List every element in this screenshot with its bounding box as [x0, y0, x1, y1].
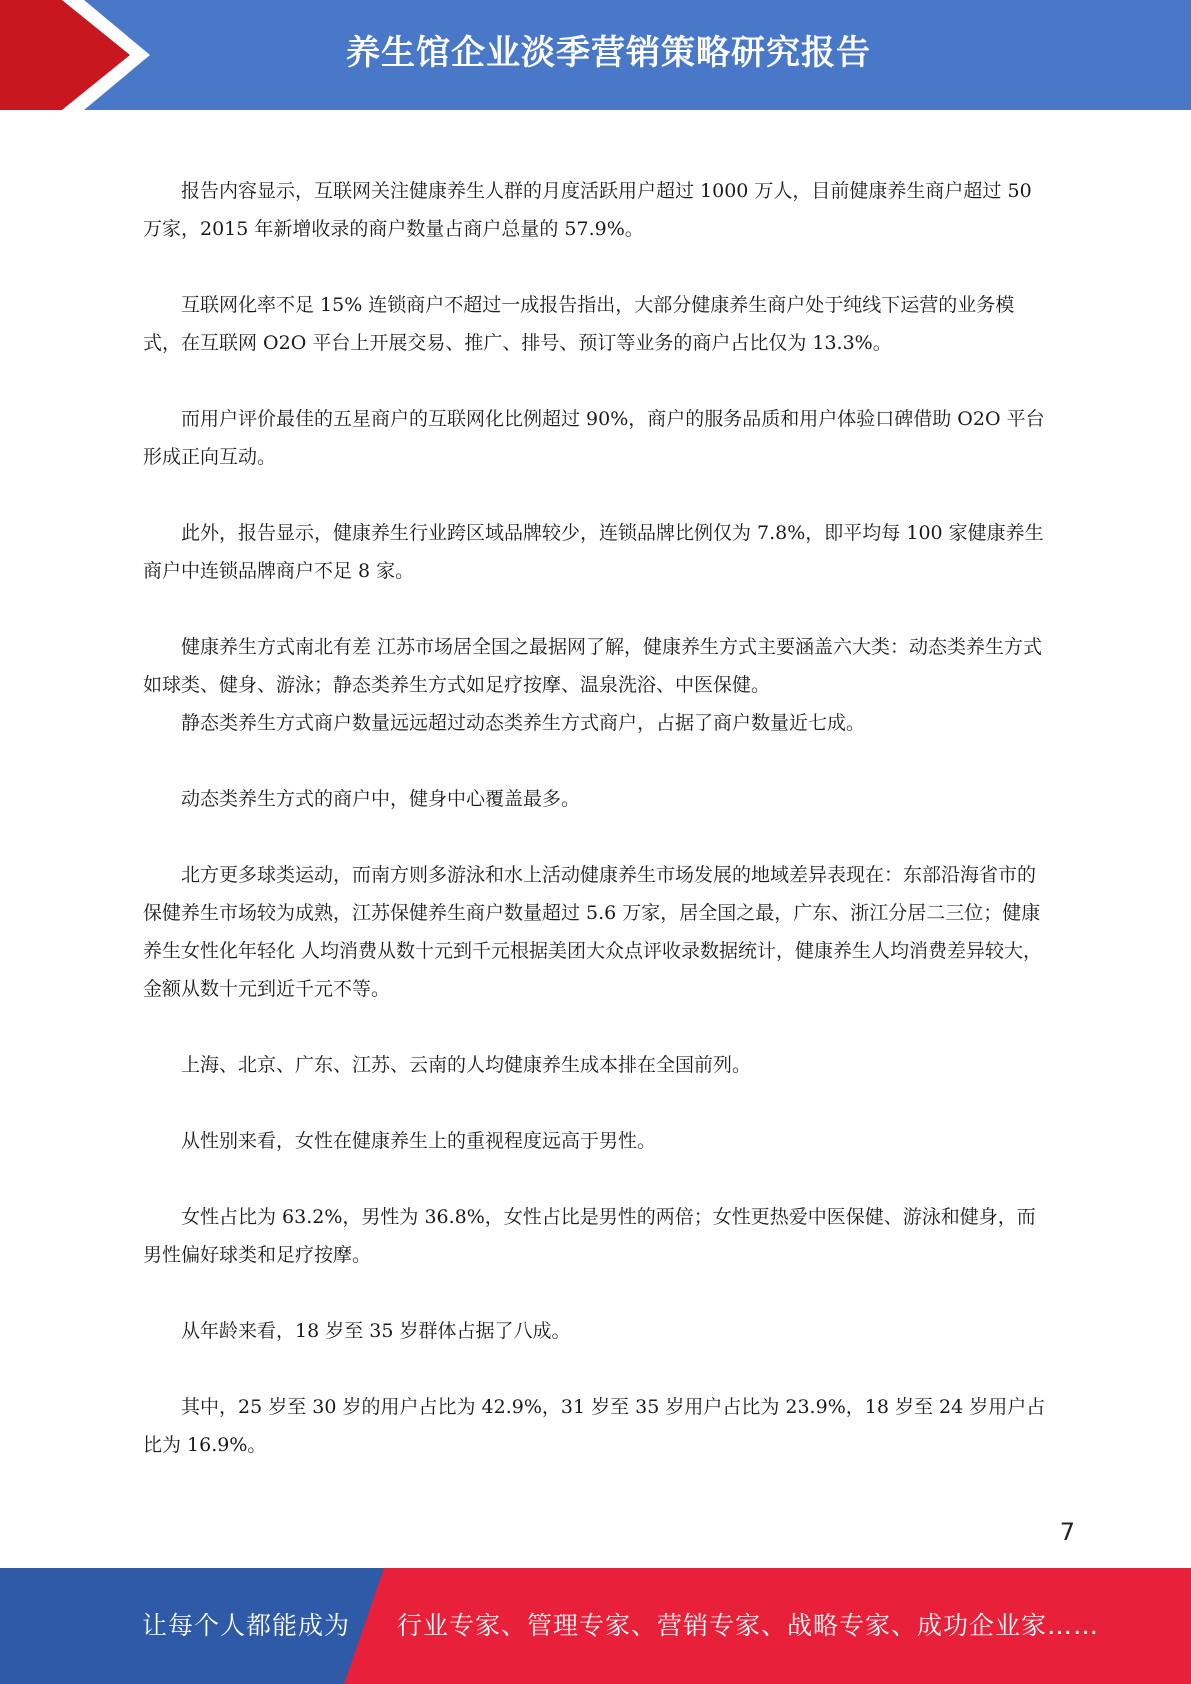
paragraph: 此外，报告显示，健康养生行业跨区域品牌较少，连锁品牌比例仅为 7.8%，即平均每 100 家健康养生商户中连锁品牌商户不足 8 家。	[143, 522, 1044, 582]
paragraph: 女性占比为 63.2%，男性为 36.8%，女性占比是男性的两倍；女性更热爱中医保健、游泳和健身，而男性偏好球类和足疗按摩。	[143, 1206, 1036, 1266]
paragraph: 动态类养生方式的商户中，健身中心覆盖最多。	[181, 788, 581, 810]
paragraph: 从性别来看，女性在健康养生上的重视程度远高于男性。	[181, 1130, 657, 1152]
paragraph: 静态类养生方式商户数量远远超过动态类养生方式商户，占据了商户数量近七成。	[181, 712, 866, 734]
page-number: 7	[1059, 1518, 1075, 1546]
paragraph: 报告内容显示，互联网关注健康养生人群的月度活跃用户超过 1000 万人，目前健康养生商户超过 50 万家，2015 年新增收录的商户数量占商户总量的 57.9%。	[143, 180, 1032, 240]
paragraph: 其中，25 岁至 30 岁的用户占比为 42.9%，31 岁至 35 岁用户占比为 23.9%，18 岁至 24 岁用户占比为 16.9%。	[143, 1396, 1046, 1456]
paragraph: 健康养生方式南北有差 江苏市场居全国之最据网了解，健康养生方式主要涵盖六大类：动态类养生方式如球类、健身、游泳；静态类养生方式如足疗按摩、温泉洗浴、中医保健。	[143, 636, 1043, 696]
page-header	[0, 0, 1191, 110]
report-body	[143, 172, 1048, 1502]
page-title: 养生馆企业淡季营销策略研究报告	[346, 33, 871, 73]
paragraph: 互联网化率不足 15% 连锁商户不超过一成报告指出，大部分健康养生商户处于纯线下运营的业务模式，在互联网 O2O 平台上开展交易、推广、排号、预订等业务的商户占比仅为 13.3%。	[143, 294, 1015, 354]
paragraph: 北方更多球类运动，而南方则多游泳和水上活动健康养生市场发展的地域差异表现在：东部沿海省市的保健养生市场较为成熟，江苏保健养生商户数量超过 5.6 万家，居全国之最，广东、浙江分居二三位；健康养生女性化年轻化 人均消费从数十元到千元根据美团大众点评收录数据统计，健康养生人均消费差异较大，金额从数十元到近千元不等。	[143, 864, 1043, 1000]
footer-slogan-right: 行业专家、管理专家、营销专家、战略专家、成功企业家……	[397, 1611, 1100, 1640]
paragraph: 而用户评价最佳的五星商户的互联网化比例超过 90%，商户的服务品质和用户体验口碑借助 O2O 平台形成正向互动。	[143, 408, 1045, 468]
paragraph: 从年龄来看，18 岁至 35 岁群体占据了八成。	[181, 1320, 571, 1342]
paragraph: 上海、北京、广东、江苏、云南的人均健康养生成本排在全国前列。	[181, 1054, 752, 1076]
page-footer	[0, 1568, 1191, 1684]
footer-slogan-left: 让每个人都能成为	[142, 1611, 351, 1640]
